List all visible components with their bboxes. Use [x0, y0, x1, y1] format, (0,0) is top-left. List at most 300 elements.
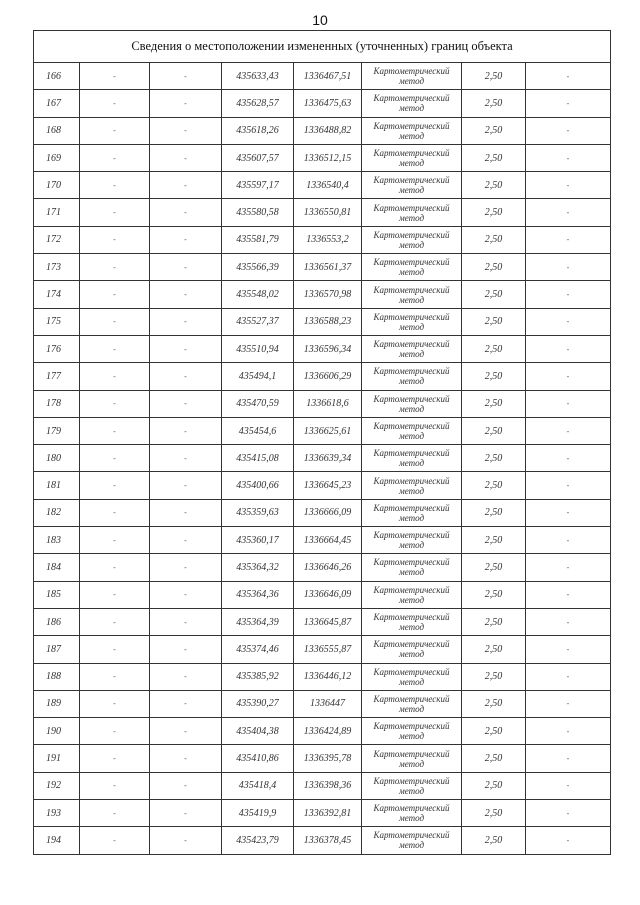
method-line-1: Картометрический — [373, 66, 450, 77]
table-row — [34, 800, 611, 827]
x-coordinate-cell: 435385,92 — [222, 663, 294, 690]
table-row — [34, 281, 611, 308]
description-cell: - — [526, 636, 611, 663]
point-number-cell: 186 — [34, 608, 80, 635]
method-line-2: метод — [398, 458, 425, 469]
method-line-2: метод — [398, 431, 425, 441]
method-cell — [362, 499, 462, 526]
accuracy-cell: 2,50 — [462, 772, 526, 799]
description-cell: - — [526, 800, 611, 827]
old-x-cell: - — [80, 363, 150, 390]
method-cell — [362, 718, 462, 745]
method-line-1: Картометрический — [373, 721, 450, 732]
table-row — [34, 554, 611, 581]
table-row — [34, 581, 611, 608]
accuracy-cell: 2,50 — [462, 636, 526, 663]
method-line-1: Картометрический — [373, 666, 450, 677]
table-row — [34, 663, 611, 690]
accuracy-cell: 2,50 — [462, 554, 526, 581]
description-cell: - — [526, 90, 611, 117]
y-coordinate-cell: 1336512,15 — [294, 144, 362, 171]
method-cell — [362, 335, 462, 362]
table-row — [34, 636, 611, 663]
point-number-cell: 183 — [34, 527, 80, 554]
method-line-2: метод — [398, 158, 425, 169]
point-number-cell: 188 — [34, 663, 80, 690]
method-line-2: метод — [398, 321, 425, 332]
method-line-1: Картометрический — [373, 120, 450, 131]
x-coordinate-cell: 435628,57 — [222, 90, 294, 117]
method-line-2: метод — [398, 731, 425, 742]
old-y-cell: - — [150, 608, 222, 635]
method-cell — [362, 636, 462, 663]
method-cell — [362, 144, 462, 171]
old-x-cell: - — [80, 636, 150, 663]
old-y-cell: - — [150, 254, 222, 281]
old-y-cell: - — [150, 772, 222, 799]
point-number-cell: 193 — [34, 800, 80, 827]
description-cell: - — [526, 527, 611, 554]
accuracy-cell: 2,50 — [462, 745, 526, 772]
y-coordinate-cell: 1336540,4 — [294, 172, 362, 199]
point-number-cell: 192 — [34, 772, 80, 799]
old-y-cell: - — [150, 90, 222, 117]
point-number-cell: 167 — [34, 90, 80, 117]
point-number-cell: 168 — [34, 117, 80, 144]
method-cell — [362, 417, 462, 444]
y-coordinate-cell: 1336570,98 — [294, 281, 362, 308]
x-coordinate-cell: 435419,9 — [222, 800, 294, 827]
method-line-2: метод — [398, 512, 425, 523]
x-coordinate-cell: 435374,46 — [222, 636, 294, 663]
old-y-cell: - — [150, 663, 222, 690]
x-coordinate-cell: 435607,57 — [222, 144, 294, 171]
description-cell: - — [526, 445, 611, 472]
method-line-1: Картометрический — [373, 775, 450, 786]
method-line-2: метод — [398, 840, 425, 851]
description-cell: - — [526, 335, 611, 362]
table-row — [34, 390, 611, 417]
method-line-1: Картометрический — [373, 803, 450, 814]
point-number-cell: 190 — [34, 718, 80, 745]
old-y-cell: - — [150, 472, 222, 499]
point-number-cell: 176 — [34, 335, 80, 362]
table-row — [34, 363, 611, 390]
method-line-1: Картометрический — [373, 229, 450, 240]
old-x-cell: - — [80, 254, 150, 281]
method-line-1: Картометрический — [373, 448, 450, 459]
x-coordinate-cell: 435566,39 — [222, 254, 294, 281]
point-number-cell: 171 — [34, 199, 80, 226]
y-coordinate-cell: 1336550,81 — [294, 199, 362, 226]
old-y-cell: - — [150, 199, 222, 226]
y-coordinate-cell: 1336645,23 — [294, 472, 362, 499]
method-line-2: метод — [398, 212, 425, 223]
method-line-2: метод — [398, 649, 425, 660]
description-cell: - — [526, 226, 611, 253]
method-line-2: метод — [398, 376, 425, 387]
method-line-1: Картометрический — [373, 93, 450, 104]
y-coordinate-cell: 1336625,61 — [294, 417, 362, 444]
method-cell — [362, 172, 462, 199]
accuracy-cell: 2,50 — [462, 581, 526, 608]
point-number-cell: 169 — [34, 144, 80, 171]
description-cell: - — [526, 663, 611, 690]
method-line-1: Картометрический — [373, 830, 450, 841]
old-y-cell: - — [150, 636, 222, 663]
table-row — [34, 745, 611, 772]
method-line-2: метод — [398, 758, 425, 769]
method-line-2: метод — [398, 703, 425, 714]
old-x-cell: - — [80, 417, 150, 444]
table-row — [34, 827, 611, 854]
description-cell: - — [526, 172, 611, 199]
description-cell: - — [526, 281, 611, 308]
method-cell — [362, 390, 462, 417]
method-cell — [362, 363, 462, 390]
method-line-1: Картометрический — [373, 639, 450, 650]
method-line-1: Картометрический — [373, 202, 450, 213]
method-cell — [362, 199, 462, 226]
method-line-2: метод — [398, 594, 425, 605]
method-line-2: метод — [398, 76, 425, 87]
old-x-cell: - — [80, 63, 150, 90]
description-cell: - — [526, 718, 611, 745]
x-coordinate-cell: 435364,36 — [222, 581, 294, 608]
y-coordinate-cell: 1336596,34 — [294, 335, 362, 362]
accuracy-cell: 2,50 — [462, 226, 526, 253]
method-line-2: метод — [398, 185, 425, 196]
table-row — [34, 308, 611, 335]
accuracy-cell: 2,50 — [462, 417, 526, 444]
y-coordinate-cell: 1336561,37 — [294, 254, 362, 281]
old-x-cell: - — [80, 308, 150, 335]
old-x-cell: - — [80, 800, 150, 827]
y-coordinate-cell: 1336606,29 — [294, 363, 362, 390]
y-coordinate-cell: 1336646,09 — [294, 581, 362, 608]
point-number-cell: 179 — [34, 417, 80, 444]
method-cell — [362, 690, 462, 717]
old-y-cell: - — [150, 527, 222, 554]
old-y-cell: - — [150, 335, 222, 362]
accuracy-cell: 2,50 — [462, 472, 526, 499]
description-cell: - — [526, 308, 611, 335]
point-number-cell: 166 — [34, 63, 80, 90]
old-y-cell: - — [150, 417, 222, 444]
point-number-cell: 194 — [34, 827, 80, 854]
x-coordinate-cell: 435364,32 — [222, 554, 294, 581]
accuracy-cell: 2,50 — [462, 390, 526, 417]
method-line-1: Картометрический — [373, 584, 450, 595]
y-coordinate-cell: 1336395,78 — [294, 745, 362, 772]
point-number-cell: 177 — [34, 363, 80, 390]
y-coordinate-cell: 1336639,34 — [294, 445, 362, 472]
old-y-cell: - — [150, 718, 222, 745]
accuracy-cell: 2,50 — [462, 800, 526, 827]
old-y-cell: - — [150, 800, 222, 827]
old-y-cell: - — [150, 172, 222, 199]
y-coordinate-cell: 1336467,51 — [294, 63, 362, 90]
y-coordinate-cell: 1336618,6 — [294, 390, 362, 417]
table-row — [34, 254, 611, 281]
x-coordinate-cell: 435454,6 — [222, 417, 294, 444]
method-line-1: Картометрический — [373, 366, 450, 377]
point-number-cell: 180 — [34, 445, 80, 472]
old-x-cell: - — [80, 472, 150, 499]
old-y-cell: - — [150, 281, 222, 308]
description-cell: - — [526, 554, 611, 581]
method-cell — [362, 308, 462, 335]
old-x-cell: - — [80, 527, 150, 554]
old-y-cell: - — [150, 690, 222, 717]
x-coordinate-cell: 435415,08 — [222, 445, 294, 472]
description-cell: - — [526, 199, 611, 226]
table-row — [34, 63, 611, 90]
method-line-2: метод — [398, 403, 425, 414]
method-cell — [362, 800, 462, 827]
point-number-cell: 170 — [34, 172, 80, 199]
method-line-2: метод — [398, 267, 425, 278]
table-title: Сведения о местоположении измененных (уточненных) границ объекта — [34, 31, 611, 63]
method-line-1: Картометрический — [373, 148, 450, 159]
y-coordinate-cell: 1336424,89 — [294, 718, 362, 745]
x-coordinate-cell: 435364,39 — [222, 608, 294, 635]
description-cell: - — [526, 772, 611, 799]
old-x-cell: - — [80, 117, 150, 144]
method-cell — [362, 90, 462, 117]
accuracy-cell: 2,50 — [462, 690, 526, 717]
old-x-cell: - — [80, 554, 150, 581]
old-y-cell: - — [150, 554, 222, 581]
method-cell — [362, 527, 462, 554]
method-cell — [362, 608, 462, 635]
x-coordinate-cell: 435418,4 — [222, 772, 294, 799]
method-line-2: метод — [398, 676, 425, 687]
method-line-2: метод — [398, 785, 425, 796]
x-coordinate-cell: 435527,37 — [222, 308, 294, 335]
point-number-cell: 187 — [34, 636, 80, 663]
old-x-cell: - — [80, 581, 150, 608]
accuracy-cell: 2,50 — [462, 308, 526, 335]
old-y-cell: - — [150, 827, 222, 854]
x-coordinate-cell: 435359,63 — [222, 499, 294, 526]
old-y-cell: - — [150, 226, 222, 253]
accuracy-cell: 2,50 — [462, 281, 526, 308]
method-cell — [362, 472, 462, 499]
x-coordinate-cell: 435581,79 — [222, 226, 294, 253]
description-cell: - — [526, 417, 611, 444]
old-y-cell: - — [150, 363, 222, 390]
y-coordinate-cell: 1336398,36 — [294, 772, 362, 799]
y-coordinate-cell: 1336447 — [294, 690, 362, 717]
table-row — [34, 690, 611, 717]
point-number-cell: 178 — [34, 390, 80, 417]
accuracy-cell: 2,50 — [462, 199, 526, 226]
method-cell — [362, 445, 462, 472]
point-number-cell: 175 — [34, 308, 80, 335]
point-number-cell: 181 — [34, 472, 80, 499]
method-line-1: Картометрический — [373, 530, 450, 541]
method-line-1: Картометрический — [373, 284, 450, 295]
x-coordinate-cell: 435580,58 — [222, 199, 294, 226]
point-number-cell: 185 — [34, 581, 80, 608]
accuracy-cell: 2,50 — [462, 499, 526, 526]
accuracy-cell: 2,50 — [462, 718, 526, 745]
boundary-coordinates-table — [33, 30, 611, 855]
method-cell — [362, 281, 462, 308]
table-row — [34, 90, 611, 117]
method-cell — [362, 663, 462, 690]
method-line-1: Картометрический — [373, 393, 450, 404]
old-x-cell: - — [80, 172, 150, 199]
method-line-2: метод — [398, 294, 425, 305]
table-row — [34, 472, 611, 499]
x-coordinate-cell: 435390,27 — [222, 690, 294, 717]
x-coordinate-cell: 435404,38 — [222, 718, 294, 745]
old-y-cell: - — [150, 445, 222, 472]
table-row — [34, 117, 611, 144]
y-coordinate-cell: 1336446,12 — [294, 663, 362, 690]
description-cell: - — [526, 608, 611, 635]
description-cell: - — [526, 745, 611, 772]
old-x-cell: - — [80, 745, 150, 772]
y-coordinate-cell: 1336392,81 — [294, 800, 362, 827]
accuracy-cell: 2,50 — [462, 608, 526, 635]
description-cell: - — [526, 363, 611, 390]
description-cell: - — [526, 690, 611, 717]
description-cell: - — [526, 499, 611, 526]
method-line-2: метод — [398, 485, 425, 496]
accuracy-cell: 2,50 — [462, 663, 526, 690]
x-coordinate-cell: 435618,26 — [222, 117, 294, 144]
old-y-cell: - — [150, 144, 222, 171]
x-coordinate-cell: 435360,17 — [222, 527, 294, 554]
x-coordinate-cell: 435423,79 — [222, 827, 294, 854]
accuracy-cell: 2,50 — [462, 117, 526, 144]
old-x-cell: - — [80, 663, 150, 690]
x-coordinate-cell: 435633,43 — [222, 63, 294, 90]
description-cell: - — [526, 254, 611, 281]
old-y-cell: - — [150, 308, 222, 335]
page-number: 10 — [312, 12, 328, 28]
table-row — [34, 144, 611, 171]
method-line-1: Картометрический — [373, 475, 450, 486]
description-cell: - — [526, 390, 611, 417]
method-line-1: Картометрический — [373, 257, 450, 268]
accuracy-cell: 2,50 — [462, 445, 526, 472]
method-line-1: Картометрический — [373, 502, 450, 513]
method-line-2: метод — [398, 813, 425, 824]
old-x-cell: - — [80, 827, 150, 854]
method-line-1: Картометрический — [373, 339, 450, 350]
x-coordinate-cell: 435494,1 — [222, 363, 294, 390]
method-cell — [362, 745, 462, 772]
old-x-cell: - — [80, 690, 150, 717]
x-coordinate-cell: 435597,17 — [222, 172, 294, 199]
method-cell — [362, 554, 462, 581]
method-line-2: метод — [398, 567, 425, 578]
old-x-cell: - — [80, 390, 150, 417]
point-number-cell: 174 — [34, 281, 80, 308]
method-line-2: метод — [398, 349, 425, 360]
method-cell — [362, 117, 462, 144]
method-cell — [362, 63, 462, 90]
y-coordinate-cell: 1336645,87 — [294, 608, 362, 635]
table-row — [34, 172, 611, 199]
old-y-cell: - — [150, 117, 222, 144]
point-number-cell: 189 — [34, 690, 80, 717]
accuracy-cell: 2,50 — [462, 827, 526, 854]
method-line-2: метод — [398, 239, 425, 250]
old-x-cell: - — [80, 772, 150, 799]
y-coordinate-cell: 1336646,26 — [294, 554, 362, 581]
description-cell: - — [526, 117, 611, 144]
old-x-cell: - — [80, 144, 150, 171]
table-row — [34, 417, 611, 444]
table-row — [34, 445, 611, 472]
old-y-cell: - — [150, 63, 222, 90]
old-x-cell: - — [80, 90, 150, 117]
description-cell: - — [526, 827, 611, 854]
y-coordinate-cell: 1336664,45 — [294, 527, 362, 554]
accuracy-cell: 2,50 — [462, 63, 526, 90]
method-line-1: Картометрический — [373, 557, 450, 568]
method-line-1: Картометрический — [373, 612, 450, 623]
x-coordinate-cell: 435470,59 — [222, 390, 294, 417]
method-cell — [362, 772, 462, 799]
y-coordinate-cell: 1336378,45 — [294, 827, 362, 854]
table-row — [34, 718, 611, 745]
description-cell: - — [526, 63, 611, 90]
accuracy-cell: 2,50 — [462, 254, 526, 281]
method-line-1: Картометрический — [373, 421, 450, 431]
method-cell — [362, 226, 462, 253]
method-line-2: метод — [398, 622, 425, 633]
method-cell — [362, 827, 462, 854]
accuracy-cell: 2,50 — [462, 335, 526, 362]
method-line-1: Картометрический — [373, 693, 450, 704]
y-coordinate-cell: 1336555,87 — [294, 636, 362, 663]
method-line-1: Картометрический — [373, 748, 450, 759]
accuracy-cell: 2,50 — [462, 90, 526, 117]
x-coordinate-cell: 435510,94 — [222, 335, 294, 362]
old-x-cell: - — [80, 335, 150, 362]
point-number-cell: 184 — [34, 554, 80, 581]
x-coordinate-cell: 435400,66 — [222, 472, 294, 499]
table-row — [34, 226, 611, 253]
old-x-cell: - — [80, 281, 150, 308]
table-row — [34, 608, 611, 635]
old-x-cell: - — [80, 499, 150, 526]
table-row — [34, 499, 611, 526]
table-row — [34, 772, 611, 799]
table-row — [34, 335, 611, 362]
accuracy-cell: 2,50 — [462, 144, 526, 171]
description-cell: - — [526, 472, 611, 499]
method-line-2: метод — [398, 103, 425, 114]
point-number-cell: 191 — [34, 745, 80, 772]
old-x-cell: - — [80, 608, 150, 635]
x-coordinate-cell: 435410,86 — [222, 745, 294, 772]
accuracy-cell: 2,50 — [462, 527, 526, 554]
x-coordinate-cell: 435548,02 — [222, 281, 294, 308]
old-x-cell: - — [80, 718, 150, 745]
accuracy-cell: 2,50 — [462, 172, 526, 199]
old-y-cell: - — [150, 581, 222, 608]
y-coordinate-cell: 1336588,23 — [294, 308, 362, 335]
point-number-cell: 182 — [34, 499, 80, 526]
method-line-2: метод — [398, 130, 425, 141]
